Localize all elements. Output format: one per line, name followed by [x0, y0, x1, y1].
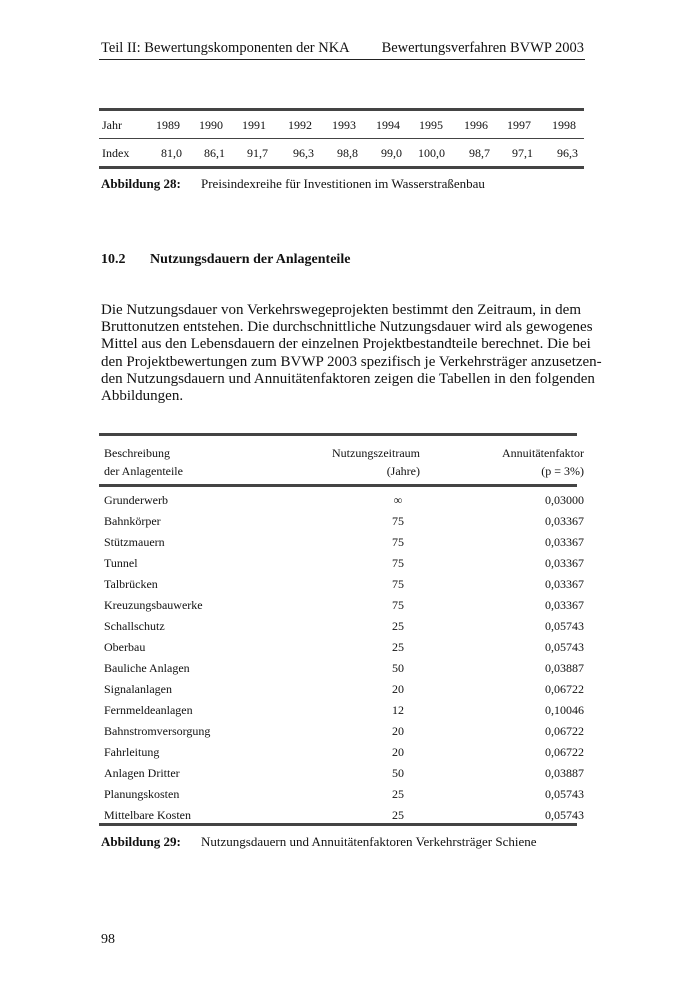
table-row — [0, 514, 700, 535]
table-row — [0, 535, 700, 556]
figure28-caption: Preisindexreihe für Investitionen im Wasserstraßenbau — [201, 176, 485, 191]
table-row — [0, 787, 700, 808]
table-row — [0, 682, 700, 703]
table-row — [0, 766, 700, 787]
column-header-line: (p = 3%) — [541, 464, 584, 478]
main-table-header-rule — [99, 484, 577, 487]
index-table-value: 97,1 — [512, 146, 533, 160]
row-factor: 0,03367 — [545, 514, 584, 528]
row-description: Bauliche Anlagen — [104, 661, 190, 675]
row-years: 12 — [392, 703, 404, 717]
index-table-year-label: Jahr — [102, 118, 122, 132]
body-paragraph — [101, 302, 602, 405]
index-table-year: 1998 — [552, 118, 576, 132]
main-table-top-rule — [99, 433, 577, 436]
index-table-year: 1989 — [156, 118, 180, 132]
row-description: Bahnkörper — [104, 514, 161, 528]
row-description: Schallschutz — [104, 619, 165, 633]
figure28-label: Abbildung 28: — [101, 176, 181, 191]
table-row — [0, 745, 700, 766]
paragraph-line: den Nutzungsdauern und Annuitätenfaktoren zeigen die Tabellen in den folgenden — [101, 370, 595, 387]
row-years: 20 — [392, 682, 404, 696]
row-years: 75 — [392, 556, 404, 570]
index-table-value: 91,7 — [247, 146, 268, 160]
row-years: 25 — [392, 808, 404, 822]
section-title: Nutzungsdauern der Anlagenteile — [150, 252, 351, 267]
table-row — [0, 703, 700, 724]
row-years: 75 — [392, 514, 404, 528]
row-factor: 0,10046 — [545, 703, 584, 717]
index-table-bottom-rule — [99, 166, 584, 169]
column-header-years — [332, 444, 420, 480]
row-factor: 0,06722 — [545, 724, 584, 738]
main-table-bottom-rule — [99, 823, 577, 826]
index-table-value: 100,0 — [418, 146, 445, 160]
row-years: 25 — [392, 787, 404, 801]
row-years: 50 — [392, 766, 404, 780]
row-description: Mittelbare Kosten — [104, 808, 191, 822]
figure29-caption: Nutzungsdauern und Annuitätenfaktoren Verkehrsträger Schiene — [201, 834, 537, 849]
index-table-value: 96,3 — [557, 146, 578, 160]
index-table-index-label: Index — [102, 146, 130, 160]
row-years: 75 — [392, 577, 404, 591]
row-factor: 0,03367 — [545, 556, 584, 570]
paragraph-line: Abbildungen. — [101, 388, 184, 405]
row-description: Tunnel — [104, 556, 138, 570]
row-factor: 0,03000 — [545, 493, 584, 507]
column-header-description — [104, 444, 183, 480]
index-table-value: 96,3 — [293, 146, 314, 160]
index-table-value: 81,0 — [161, 146, 182, 160]
index-table-year: 1995 — [419, 118, 443, 132]
paragraph-line: Die Nutzungsdauer von Verkehrswegeprojekten bestimmt den Zeitraum, in dem — [101, 302, 582, 318]
row-description: Oberbau — [104, 640, 146, 654]
row-factor: 0,03367 — [545, 577, 584, 591]
paragraph-line: Mittel aus den Lebensdauern der einzelnen Projektbestandteile berechnet. Die bei — [101, 336, 591, 353]
index-table-top-rule — [99, 108, 584, 111]
index-table-value: 98,8 — [337, 146, 358, 160]
figure29-label: Abbildung 29: — [101, 834, 181, 849]
column-header-line: Annuitätenfaktor — [502, 446, 584, 460]
index-table-year: 1993 — [332, 118, 356, 132]
row-description: Planungskosten — [104, 787, 180, 801]
header-rule — [99, 59, 585, 60]
table-row — [0, 724, 700, 745]
row-description: Talbrücken — [104, 577, 158, 591]
row-factor: 0,05743 — [545, 619, 584, 633]
index-table-year: 1997 — [507, 118, 531, 132]
index-table-year: 1994 — [376, 118, 400, 132]
section-number: 10.2 — [101, 252, 126, 267]
index-table-year: 1990 — [199, 118, 223, 132]
row-years: 25 — [392, 619, 404, 633]
page-number: 98 — [101, 932, 115, 947]
index-table-year: 1992 — [288, 118, 312, 132]
index-table-value: 98,7 — [469, 146, 490, 160]
row-description: Stützmauern — [104, 535, 165, 549]
row-factor: 0,03367 — [545, 535, 584, 549]
table-row — [0, 577, 700, 598]
row-description: Bahnstromversorgung — [104, 724, 211, 738]
table-row — [0, 556, 700, 577]
column-header-line: Beschreibung — [104, 446, 170, 460]
running-header-right: Bewertungsverfahren BVWP 2003 — [381, 40, 584, 56]
row-description: Fahrleitung — [104, 745, 160, 759]
column-header-line: der Anlagenteile — [104, 464, 183, 478]
row-factor: 0,03367 — [545, 598, 584, 612]
index-table-year: 1991 — [242, 118, 266, 132]
row-years: 75 — [392, 598, 404, 612]
paragraph-line: den Projektbewertungen zum BVWP 2003 spezifisch je Verkehrsträger anzusetzen- — [101, 353, 602, 370]
row-description: Anlagen Dritter — [104, 766, 180, 780]
table-row — [0, 619, 700, 640]
table-row — [0, 661, 700, 682]
index-table-year: 1996 — [464, 118, 488, 132]
row-factor: 0,05743 — [545, 640, 584, 654]
row-factor: 0,06722 — [545, 682, 584, 696]
table-row — [0, 640, 700, 661]
row-factor: 0,05743 — [545, 787, 584, 801]
index-table-value: 99,0 — [381, 146, 402, 160]
running-header-left: Teil II: Bewertungskomponenten der NKA — [101, 40, 350, 56]
row-years: ∞ — [393, 493, 403, 507]
row-years: 25 — [392, 640, 404, 654]
row-factor: 0,05743 — [545, 808, 584, 822]
row-factor: 0,03887 — [545, 661, 584, 675]
row-description: Fernmeldeanlagen — [104, 703, 193, 717]
paragraph-line: Bruttonutzen entstehen. Die durchschnittliche Nutzungsdauer wird als gewogenes — [101, 319, 593, 336]
row-years: 75 — [392, 535, 404, 549]
column-header-line: Nutzungszeitraum — [332, 446, 420, 460]
row-description: Signalanlagen — [104, 682, 172, 696]
row-factor: 0,06722 — [545, 745, 584, 759]
table-row — [0, 493, 700, 514]
row-description: Grunderwerb — [104, 493, 168, 507]
row-years: 20 — [392, 724, 404, 738]
row-years: 50 — [392, 661, 404, 675]
table-row — [0, 598, 700, 619]
index-table-mid-rule — [99, 138, 584, 139]
row-description: Kreuzungsbauwerke — [104, 598, 203, 612]
column-header-factor — [502, 444, 584, 480]
row-factor: 0,03887 — [545, 766, 584, 780]
row-years: 20 — [392, 745, 404, 759]
index-table-value: 86,1 — [204, 146, 225, 160]
column-header-line: (Jahre) — [386, 464, 420, 478]
